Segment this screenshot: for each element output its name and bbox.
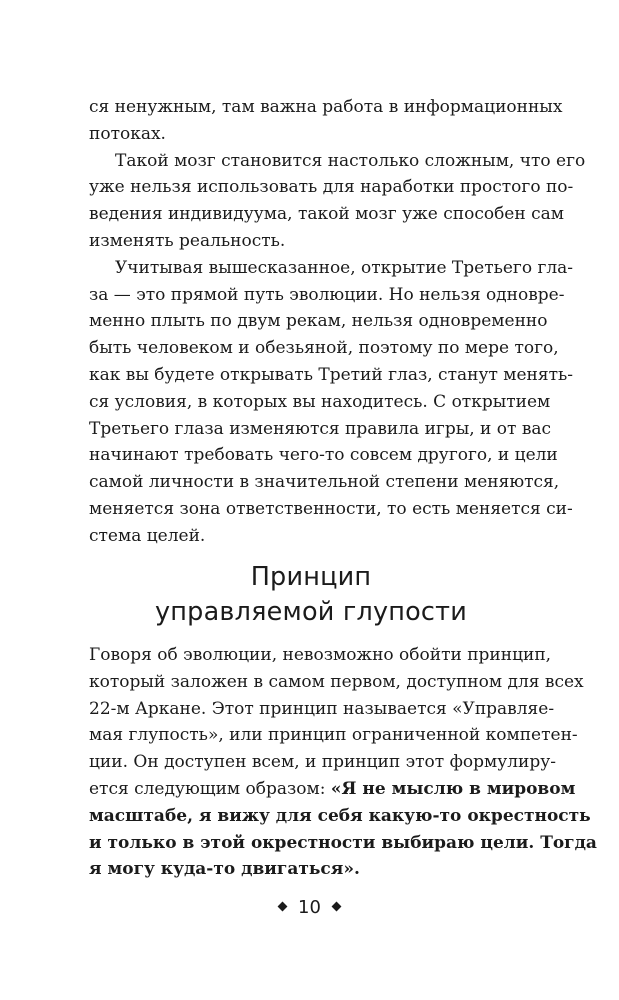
heading-line: Принцип: [250, 562, 372, 592]
text-line-mixed: [89, 776, 576, 803]
text-line: потоках.: [89, 123, 166, 144]
text-line: меняется зона ответственности, то есть меняется си-: [89, 498, 573, 519]
text-line: самой личности в значительной степени меняются,: [89, 472, 560, 493]
bold-quote-start: «Я не мыслю в мировом: [330, 778, 576, 799]
text-line: изменять реальность.: [89, 230, 286, 251]
bold-text-line: и только в этой окрестности выбираю цели. Тогда: [89, 832, 597, 853]
section-heading: [89, 560, 533, 630]
text-line: уже нельзя использовать для наработки простого по-: [89, 177, 574, 198]
text-line: Такой мозг становится настолько сложным, что его: [115, 150, 586, 171]
text-line: который заложен в самом первом, доступном для всех: [89, 671, 584, 692]
bold-text-line: масштабе, я вижу для себя какую-то окрестность: [89, 805, 591, 826]
diamond-ornament-icon: [332, 901, 342, 911]
text-line: стема целей.: [89, 525, 206, 546]
text-line: как вы будете открывать Третий глаз, станут менять-: [89, 364, 573, 385]
text-line: Третьего глаза изменяются правила игры, и от вас: [89, 418, 552, 439]
text-line: Учитывая вышесказанное, открытие Третьего гла-: [115, 257, 574, 278]
text-line: ведения индивидуума, такой мозг уже способен сам: [89, 204, 564, 225]
text-line: за — это прямой путь эволюции. Но нельзя одновре-: [89, 284, 565, 305]
text-line: мая глупость», или принцип ограниченной компетен-: [89, 725, 578, 746]
text-run: ется следующим образом:: [89, 778, 331, 799]
text-line: быть человеком и обезьяной, поэтому по мере того,: [89, 338, 559, 359]
text-line: 22-м Аркане. Этот принцип называется «Управляе-: [89, 698, 555, 719]
text-line: Говоря об эволюции, невозможно обойти принцип,: [89, 645, 552, 665]
text-line: ся ненужным, там важна работа в информационных: [89, 97, 563, 117]
diamond-ornament-icon: [278, 901, 288, 911]
heading-line: управляемой глупости: [155, 597, 467, 627]
page-number: 10: [298, 897, 321, 918]
page-footer: [0, 897, 619, 918]
bold-text-line: я могу куда-то двигаться».: [89, 859, 360, 880]
text-line: ся условия, в которых вы находитесь. С открытием: [89, 391, 551, 412]
body-text: [89, 94, 586, 550]
text-line: начинают требовать чего-то совсем другого, и цели: [89, 445, 558, 466]
section-body: [89, 642, 597, 883]
text-line: ции. Он доступен всем, и принцип этот формулиру-: [89, 752, 556, 773]
text-line: менно плыть по двум рекам, нельзя одновременно: [89, 311, 548, 332]
